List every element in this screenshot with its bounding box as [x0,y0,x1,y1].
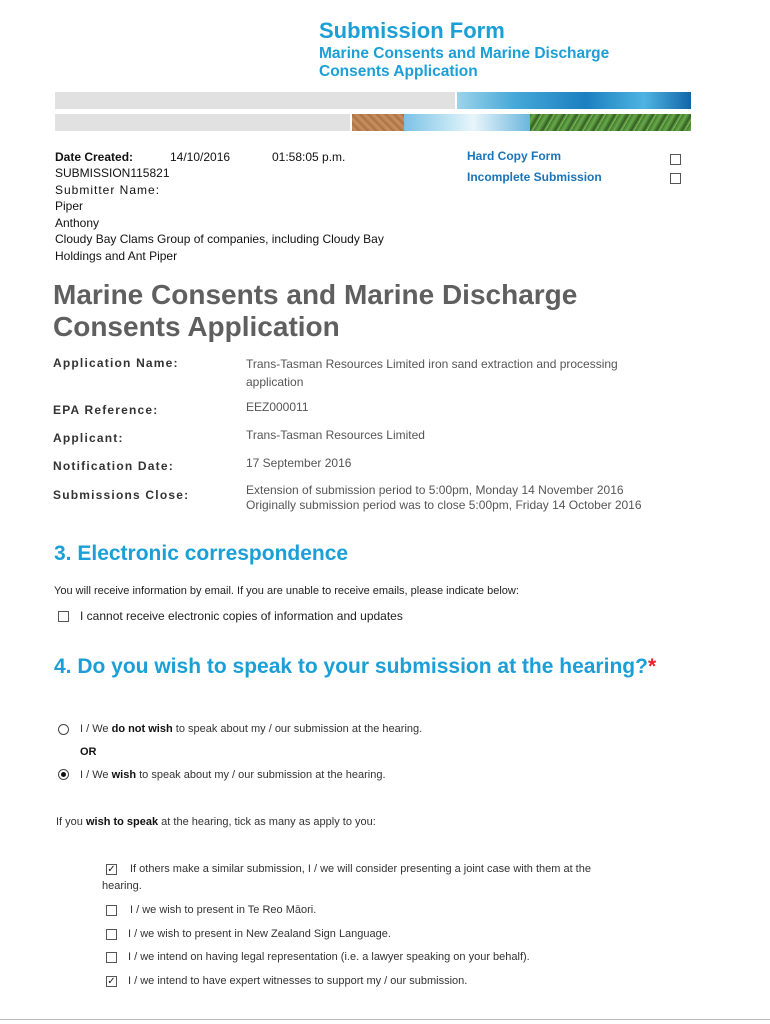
do-not-wish-radio[interactable] [58,724,69,735]
wish-radio[interactable] [58,769,69,780]
notification-date-label: Notification Date: [53,459,174,473]
submission-id: SUBMISSION115821 [55,166,170,180]
notification-date-value: 17 September 2016 [246,456,352,470]
incomplete-submission-label: Incomplete Submission [467,170,602,184]
submitter-last-name: Anthony [55,215,100,230]
banner-ocean-image [457,92,691,109]
banner-bar-bottom [55,114,350,131]
submissions-close-label: Submissions Close: [53,488,190,502]
section-4-heading-text: 4. Do you wish to speak to your submission at the hearing? [54,655,648,678]
do-not-wish-label: I / We do not wish to speak about my / our submission at the hearing. [80,723,423,735]
section-3-heading: 3. Electronic correspondence [54,542,349,565]
submissions-close-line1: Extension of submission period to 5:00pm, Monday 14 November 2016 [246,483,624,497]
wish-to-speak-instructions: If you wish to speak at the hearing, tick as many as apply to you: [56,816,376,828]
banner-sky-image [404,114,530,131]
section-3-intro: You will receive information by email. If you are unable to receive emails, please indicate below: [54,585,519,597]
submitter-first-name: Piper [55,199,84,213]
submitter-organisation-line1: Cloudy Bay Clams Group of companies, including Cloudy Bay [55,232,384,246]
expert-witnesses-label: I / we intend to have expert witnesses to support my / our submission. [128,975,468,987]
legal-representation-checkbox[interactable] [106,952,117,963]
application-name-label: Application Name: [53,356,179,370]
epa-reference-value: EEZ000011 [246,400,309,414]
incomplete-submission-checkbox[interactable] [670,173,681,184]
no-electronic-copies-checkbox[interactable] [58,611,69,622]
legal-representation-label: I / we intend on having legal representation (i.e. a lawyer speaking on your behalf). [128,951,530,963]
epa-reference-label: EPA Reference: [53,403,159,417]
applicant-label: Applicant: [53,431,124,445]
joint-case-label-line2: hearing. [102,880,142,892]
form-subtitle: Marine Consents and Marine Discharge Consents Application [319,45,610,80]
date-created-label: Date Created: [55,150,134,164]
date-created-value: 14/10/2016 [170,150,231,164]
no-electronic-copies-label: I cannot receive electronic copies of information and updates [80,609,403,623]
te-reo-checkbox[interactable] [106,905,117,916]
or-separator: OR [80,746,97,758]
applicant-value: Trans-Tasman Resources Limited [246,428,425,442]
submitter-organisation-line2: Holdings and Ant Piper [55,248,178,263]
page-bottom-divider [0,1019,770,1020]
sign-language-label: I / we wish to present in New Zealand Sign Language. [128,928,391,940]
hard-copy-form-checkbox[interactable] [670,154,681,165]
te-reo-label: I / we wish to present in Te Reo Māori. [130,904,317,916]
section-4-heading [54,651,674,683]
banner-sand-image [352,114,404,131]
time-created-value: 01:58:05 p.m. [272,150,346,164]
required-mark: * [647,655,657,678]
submitter-name-label: Submitter Name: [55,182,161,197]
sign-language-checkbox[interactable] [106,929,117,940]
banner-fern-image [530,114,691,131]
submitter-details [55,165,435,264]
joint-case-label-line1: If others make a similar submission, I / we will consider presenting a joint case with them at the [130,863,591,875]
hard-copy-form-label: Hard Copy Form [467,149,562,163]
application-name-value: Trans-Tasman Resources Limited iron sand extraction and processing application [246,357,618,389]
submissions-close-line2: Originally submission period was to close 5:00pm, Friday 14 October 2016 [246,498,642,512]
banner-bar-top [55,92,455,109]
submissions-close-value [246,483,686,513]
form-title: Submission Form [319,18,505,43]
joint-case-checkbox[interactable]: ✓ [107,864,116,875]
page-title: Marine Consents and Marine Discharge Consents Application [53,279,578,342]
wish-label: I / We wish to speak about my / our submission at the hearing. [80,769,386,781]
expert-witnesses-checkbox[interactable]: ✓ [107,976,116,987]
